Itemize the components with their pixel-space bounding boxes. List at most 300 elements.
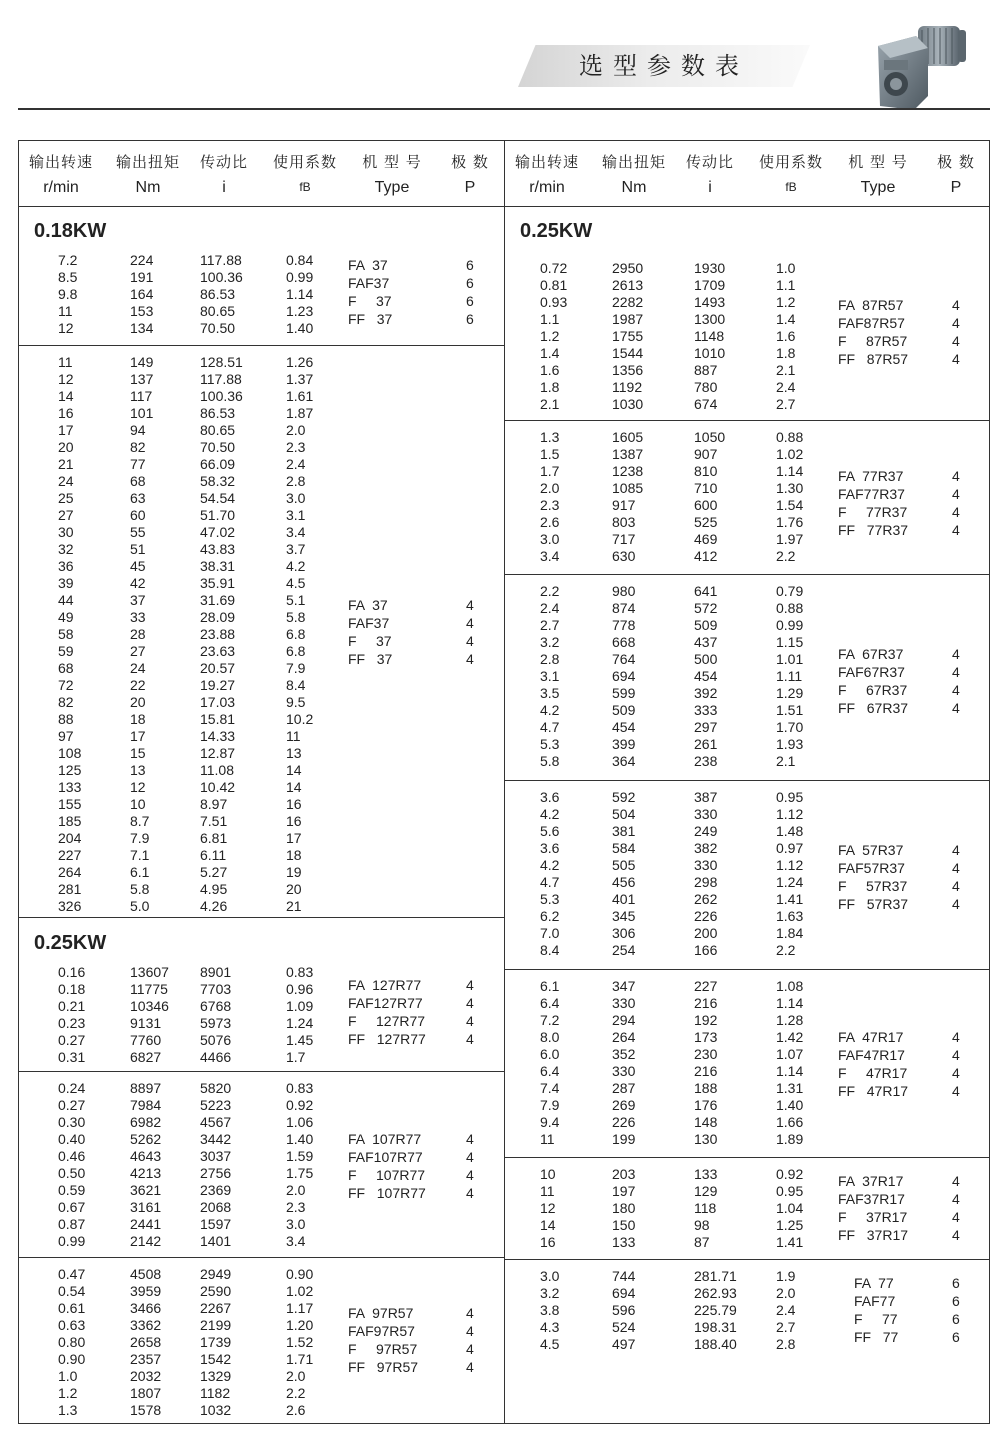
cell-ratio: 226 [694,908,718,924]
header-speed [512,150,582,200]
cell-ratio: 148 [694,1114,718,1130]
cell-ratio: 17.03 [200,694,236,710]
cell-speed: 11 [58,303,73,319]
header-factor-unit: fB [299,180,311,194]
cell-ratio: 54.54 [200,490,236,506]
cell-factor: 1.15 [776,634,804,650]
model-poles: 6 [952,1293,960,1309]
cell-torque: 599 [612,685,636,701]
cell-factor: 2.8 [776,1336,796,1352]
cell-ratio: 192 [694,1012,718,1028]
cell-factor: 2.3 [286,1199,306,1215]
cell-factor: 0.88 [776,429,804,445]
model-type: F 37R17 [838,1209,908,1225]
cell-factor: 2.0 [776,1285,796,1301]
cell-factor: 1.89 [776,1131,804,1147]
model-type: FA 57R37 [838,842,904,858]
model-entry [348,1130,504,1148]
cell-torque: 264 [612,1029,636,1045]
cell-ratio: 66.09 [200,456,236,472]
cell-factor: 1.25 [776,1217,804,1233]
power-block [504,1260,990,1424]
cell-torque: 7.9 [130,830,150,846]
cell-factor: 1.37 [286,371,314,387]
cell-ratio: 19.27 [200,677,236,693]
cell-factor: 1.2 [776,294,796,310]
cell-factor: 2.3 [286,439,306,455]
cell-torque: 352 [612,1046,636,1062]
model-list [838,841,990,913]
cell-speed: 16 [540,1234,556,1250]
cell-ratio: 12.87 [200,745,236,761]
table-row [504,823,990,840]
table-row [504,736,990,753]
table-row [504,942,990,959]
model-poles: 4 [952,664,960,680]
cell-torque: 6.1 [130,864,150,880]
model-poles: 4 [952,351,960,367]
cell-torque: 226 [612,1114,636,1130]
model-type: FAF107R77 [348,1149,423,1165]
cell-torque: 3959 [130,1283,162,1299]
cell-factor: 1.20 [286,1317,314,1333]
cell-speed: 4.2 [540,702,560,718]
cell-speed: 4.7 [540,719,560,735]
cell-factor: 0.99 [776,617,804,633]
cell-torque: 778 [612,617,636,633]
cell-speed: 0.72 [540,260,568,276]
power-block [18,918,504,1072]
model-poles: 4 [466,633,474,649]
cell-ratio: 4.95 [200,881,228,897]
cell-factor: 0.95 [776,1183,804,1199]
cell-ratio: 907 [694,446,718,462]
model-poles: 4 [952,842,960,858]
cell-ratio: 4466 [200,1049,232,1065]
model-entry [348,1340,504,1358]
model-poles: 4 [466,1323,474,1339]
cell-ratio: 51.70 [200,507,236,523]
cell-factor: 1.30 [776,480,804,496]
cell-factor: 3.1 [286,507,306,523]
table-row [18,813,504,830]
model-entry [348,256,504,274]
cell-ratio: 188.40 [694,1336,737,1352]
cell-torque: 45 [130,558,146,574]
header-model-label: 机 型 号 [362,153,422,171]
cell-torque: 137 [130,371,154,387]
model-entry [838,503,990,521]
cell-ratio: 2199 [200,1317,232,1333]
model-type: FA 87R57 [838,297,904,313]
cell-factor: 1.14 [776,995,804,1011]
cell-torque: 20 [130,694,146,710]
cell-ratio: 38.31 [200,558,236,574]
cell-factor: 3.0 [286,490,306,506]
cell-speed: 16 [58,405,74,421]
model-list [838,645,990,717]
cell-ratio: 5223 [200,1097,232,1113]
cell-torque: 8897 [130,1080,162,1096]
model-poles: 4 [466,615,474,631]
header-factor-label: 使用系数 [758,153,823,171]
cell-factor: 2.0 [286,1368,306,1384]
cell-factor: 7.9 [286,660,306,676]
model-type: FF 97R57 [348,1359,419,1375]
cell-ratio: 227 [694,978,718,994]
cell-torque: 254 [612,942,636,958]
cell-torque: 13607 [130,964,169,980]
cell-torque: 2142 [130,1233,162,1249]
cell-factor: 6.8 [286,626,306,642]
model-poles: 6 [952,1329,960,1345]
cell-speed: 39 [58,575,74,591]
cell-ratio: 7.51 [200,813,228,829]
table-row [18,1233,504,1250]
table-row [18,847,504,864]
cell-torque: 917 [612,497,636,513]
table-row [18,524,504,541]
cell-ratio: 674 [694,396,718,412]
model-list [348,1130,504,1202]
cell-speed: 5.3 [540,891,560,907]
table-row [18,371,504,388]
cell-ratio: 15.81 [200,711,236,727]
cell-factor: 1.23 [286,303,314,319]
model-entry [838,296,990,314]
cell-speed: 44 [58,592,74,608]
power-block [504,575,990,781]
model-type: FAF37 [348,275,390,291]
cell-torque: 694 [612,1285,636,1301]
cell-ratio: 710 [694,480,718,496]
cell-ratio: 261 [694,736,718,752]
cell-torque: 117 [130,388,153,404]
cell-torque: 584 [612,840,636,856]
cell-speed: 155 [58,796,82,812]
model-entry [838,699,990,717]
cell-torque: 347 [612,978,636,994]
cell-factor: 17 [286,830,302,846]
cell-ratio: 1597 [200,1216,232,1232]
cell-speed: 5.3 [540,736,560,752]
power-block [504,781,990,970]
table-row [18,830,504,847]
cell-factor: 6.8 [286,643,306,659]
cell-speed: 3.2 [540,1285,560,1301]
model-entry [838,1226,990,1244]
table-row [18,745,504,762]
cell-factor: 1.42 [776,1029,804,1045]
cell-torque: 9131 [130,1015,162,1031]
cell-speed: 4.7 [540,874,560,890]
cell-factor: 2.6 [286,1402,306,1418]
table-row [18,762,504,779]
cell-speed: 5.6 [540,823,560,839]
cell-factor: 1.12 [776,806,804,822]
cell-ratio: 8.97 [200,796,228,812]
cell-speed: 3.2 [540,634,560,650]
cell-speed: 12 [58,320,74,336]
model-list [348,256,504,328]
model-poles: 4 [466,1341,474,1357]
cell-speed: 72 [58,677,74,693]
cell-torque: 13 [130,762,146,778]
cell-speed: 14 [540,1217,556,1233]
model-poles: 4 [952,1065,960,1081]
cell-factor: 1.71 [286,1351,314,1367]
cell-ratio: 572 [694,600,718,616]
header-factor [264,150,346,200]
cell-speed: 2.0 [540,480,560,496]
model-poles: 4 [952,646,960,662]
cell-speed: 2.3 [540,497,560,513]
cell-speed: 1.2 [540,328,560,344]
cell-torque: 5.8 [130,881,150,897]
model-entry [854,1328,990,1346]
cell-torque: 17 [130,728,146,744]
cell-torque: 364 [612,753,636,769]
cell-ratio: 6.81 [200,830,228,846]
cell-torque: 1578 [130,1402,162,1418]
cell-torque: 150 [612,1217,636,1233]
cell-speed: 27 [58,507,74,523]
table-row [504,446,990,463]
cell-torque: 4643 [130,1148,162,1164]
cell-ratio: 58.32 [200,473,236,489]
model-type: FAF67R37 [838,664,905,680]
cell-factor: 3.4 [286,524,306,540]
cell-torque: 18 [130,711,146,727]
table-row [18,864,504,881]
cell-speed: 58 [58,626,74,642]
cell-ratio: 80.65 [200,422,236,438]
cell-torque: 180 [612,1200,636,1216]
model-entry [348,1030,504,1048]
cell-factor: 1.0 [776,260,796,276]
model-poles: 4 [952,1173,960,1189]
cell-factor: 1.84 [776,925,804,941]
cell-torque: 668 [612,634,636,650]
table-row [504,806,990,823]
model-list [348,596,504,668]
power-block [18,1258,504,1424]
cell-ratio: 600 [694,497,718,513]
table-row [18,473,504,490]
cell-factor: 1.41 [776,891,804,907]
model-entry [348,310,504,328]
cell-speed: 0.87 [58,1216,86,1232]
model-type: FF 77R37 [838,522,909,538]
cell-factor: 1.51 [776,702,804,718]
model-poles: 4 [466,1131,474,1147]
model-type: F 57R37 [838,878,908,894]
model-poles: 6 [466,311,474,327]
cell-factor: 2.1 [776,362,796,378]
model-poles: 4 [466,1185,474,1201]
model-poles: 6 [466,293,474,309]
model-type: FAF87R57 [838,315,905,331]
header-ratio-unit: i [708,179,712,196]
cell-factor: 1.41 [776,1234,804,1250]
cell-speed: 6.4 [540,1063,560,1079]
cell-speed: 4.3 [540,1319,560,1335]
header-speed-unit: r/min [43,179,79,196]
cell-factor: 0.88 [776,600,804,616]
model-type: FA 127R77 [348,977,422,993]
cell-torque: 68 [130,473,146,489]
cell-factor: 0.99 [286,269,314,285]
cell-ratio: 70.50 [200,439,236,455]
cell-factor: 1.48 [776,823,804,839]
cell-torque: 980 [612,583,636,599]
cell-speed: 0.99 [58,1233,86,1249]
cell-speed: 0.31 [58,1049,86,1065]
cell-torque: 1807 [130,1385,162,1401]
cell-factor: 1.17 [286,1300,314,1316]
cell-torque: 199 [612,1131,636,1147]
cell-speed: 59 [58,643,74,659]
table-row [504,583,990,600]
cell-ratio: 780 [694,379,718,395]
cell-ratio: 6.11 [200,847,227,863]
cell-speed: 3.0 [540,531,560,547]
model-type: FF 107R77 [348,1185,426,1201]
cell-speed: 0.90 [58,1351,86,1367]
cell-torque: 24 [130,660,146,676]
cell-factor: 1.08 [776,978,804,994]
cell-torque: 2032 [130,1368,162,1384]
cell-torque: 203 [612,1166,636,1182]
gear-motor-image [872,18,970,114]
model-list [348,976,504,1048]
model-type: F 87R57 [838,333,908,349]
table-row [18,1266,504,1283]
cell-factor: 1.14 [776,1063,804,1079]
model-type: FA 77R37 [838,468,904,484]
cell-ratio: 437 [694,634,718,650]
left-half [18,140,504,1424]
cell-ratio: 1010 [694,345,726,361]
cell-torque: 6827 [130,1049,162,1065]
cell-factor: 1.6 [776,328,796,344]
cell-torque: 456 [612,874,636,890]
model-entry [838,1028,990,1046]
cell-speed: 0.50 [58,1165,86,1181]
cell-torque: 82 [130,439,146,455]
cell-ratio: 1542 [200,1351,232,1367]
cell-ratio: 262 [694,891,718,907]
cell-factor: 8.4 [286,677,306,693]
cell-factor: 1.61 [286,388,314,404]
cell-ratio: 2068 [200,1199,232,1215]
cell-factor: 1.02 [776,446,804,462]
cell-torque: 1755 [612,328,644,344]
model-type: FF 37 [348,311,393,327]
cell-torque: 191 [130,269,154,285]
cell-torque: 401 [612,891,636,907]
cell-speed: 21 [58,456,74,472]
table-row [504,995,990,1012]
cell-factor: 2.0 [286,1182,306,1198]
table-row [18,388,504,405]
cell-torque: 3466 [130,1300,162,1316]
cell-torque: 63 [130,490,146,506]
model-entry [838,1172,990,1190]
model-type: FAF77R37 [838,486,905,502]
header-torque [596,150,672,200]
cell-speed: 7.2 [540,1012,560,1028]
cell-ratio: 262.93 [694,1285,737,1301]
model-type: F 67R37 [838,682,908,698]
table-row [18,439,504,456]
cell-speed: 185 [58,813,82,829]
model-poles: 4 [466,1359,474,1375]
cell-ratio: 20.57 [200,660,236,676]
model-type: FF 67R37 [838,700,909,716]
cell-factor: 2.7 [776,1319,796,1335]
table-row [18,1385,504,1402]
cell-ratio: 238 [694,753,718,769]
cell-speed: 12 [540,1200,556,1216]
cell-ratio: 5820 [200,1080,232,1096]
model-entry [348,1148,504,1166]
cell-factor: 1.31 [776,1080,804,1096]
cell-ratio: 128.51 [200,354,243,370]
model-type: F 77 [854,1311,898,1327]
cell-speed: 6.4 [540,995,560,1011]
cell-speed: 49 [58,609,74,625]
model-entry [838,1082,990,1100]
cell-torque: 4213 [130,1165,162,1181]
model-entry [838,350,990,368]
header-model [352,150,432,200]
cell-speed: 1.6 [540,362,560,378]
cell-speed: 6.2 [540,908,560,924]
cell-speed: 12 [58,371,74,387]
table-row [18,558,504,575]
cell-torque: 744 [612,1268,636,1284]
cell-factor: 1.1 [776,277,796,293]
cell-speed: 2.8 [540,651,560,667]
table-row [18,677,504,694]
header-torque-unit: Nm [135,179,161,196]
cell-factor: 13 [286,745,302,761]
model-poles: 4 [466,1167,474,1183]
model-type: FF 37R17 [838,1227,909,1243]
power-block [504,1158,990,1260]
cell-speed: 0.16 [58,964,86,980]
cell-ratio: 176 [694,1097,718,1113]
cell-ratio: 1050 [694,429,726,445]
cell-torque: 345 [612,908,636,924]
cell-ratio: 298 [694,874,718,890]
cell-torque: 2950 [612,260,644,276]
cell-factor: 1.4 [776,311,796,327]
model-entry [854,1310,990,1328]
table-row [18,898,504,915]
cell-speed: 1.4 [540,345,560,361]
table-row [18,694,504,711]
table-row [504,617,990,634]
cell-speed: 8.0 [540,1029,560,1045]
cell-ratio: 509 [694,617,718,633]
cell-speed: 25 [58,490,74,506]
cell-torque: 1387 [612,446,644,462]
model-poles: 4 [952,700,960,716]
table-row [18,1080,504,1097]
power-rating: 0.25KW [520,220,593,242]
